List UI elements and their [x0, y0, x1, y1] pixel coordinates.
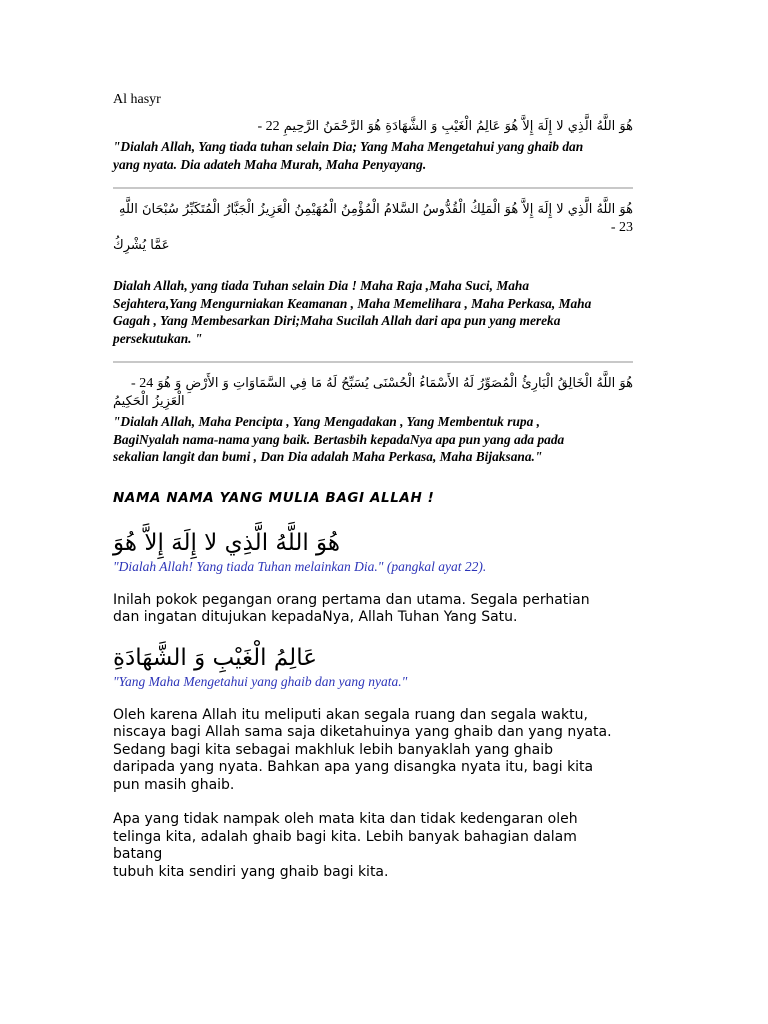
verse-arabic: [113, 375, 633, 393]
verse-number: 22 -: [257, 119, 280, 134]
page-title: Al hasyr: [113, 92, 161, 107]
verse-arabic-text: هُوَ اللَّهُ الْخَالِقُ الْبَارِئُ الْمُصَوِّرُ لَهُ الأَسْمَاءُ الْحُسْنَى يُسَبِّحُ لَهُ مَا فِي السَّمَاوَاتِ وَ الأَرْضِ وَ هُوَ: [157, 376, 633, 391]
verse-arabic: [113, 201, 633, 237]
name-block: [113, 643, 633, 882]
verse-arabic: [113, 118, 633, 136]
document-page: [113, 92, 633, 881]
divider: [113, 361, 633, 363]
paragraph-line: batang: [113, 846, 163, 862]
paragraph-line: pun masih ghaib.: [113, 776, 235, 793]
body-paragraph: [113, 811, 633, 881]
translation-line: Gagah , Yang Membesarkan Diri;Maha Sucilah Allah dari apa pun yang mereka: [113, 313, 561, 328]
paragraph-line: niscaya bagi Allah sama saja diketahuinya yang ghaib dan yang nyata.: [113, 724, 612, 740]
paragraph-line: telinga kita, adalah ghaib bagi kita. Lebih banyak bahagian dalam: [113, 828, 577, 845]
translation-line: Sejahtera,Yang Mengurniakan Keamanan , Maha Memelihara , Maha Perkasa, Maha: [113, 295, 592, 311]
verse-24: [113, 375, 633, 466]
section-heading: NAMA NAMA YANG MULIA BAGI ALLAH !: [113, 489, 435, 506]
verse-22: [113, 118, 633, 173]
verse-arabic-text: هُوَ اللَّهُ الَّذِي لا إِلَهَ إِلاَّ هُوَ الْمَلِكُ الْقُدُّوسُ السَّلامُ الْمُؤْمِنُ الْمُهَيْمِنُ الْعَزِيزُ الْجَبَّارُ الْمُتَكَبِّرُ سُبْحَانَ اللَّهِ: [119, 202, 633, 217]
translation-line: "Dialah Allah, Yang tiada tuhan selain Dia; Yang Maha Mengetahui yang ghaib dan: [113, 139, 584, 154]
translation-line: yang nyata. Dia adateh Maha Murah, Maha Penyayang.: [113, 156, 427, 172]
paragraph-line: Oleh karena Allah itu meliputi akan segala ruang dan segala waktu,: [113, 706, 588, 723]
divider: [113, 187, 633, 189]
verse-arabic-text: هُوَ اللَّهُ الَّذِي لا إِلَهَ إِلاَّ هُوَ عَالِمُ الْغَيْبِ وَ الشَّهَادَةِ هُوَ الرَّحْمَنُ الرَّحِيمِ: [283, 119, 633, 134]
name-quote: "Dialah Allah! Yang tiada Tuhan melainkan Dia." (pangkal ayat 22).: [113, 558, 487, 574]
verse-translation: [113, 277, 633, 347]
name-quote: "Yang Maha Mengetahui yang ghaib dan yang nyata.": [113, 673, 408, 689]
translation-line: persekutukan. ": [113, 330, 203, 346]
translation-line: sekalian langit dan bumi , Dan Dia adalah Maha Perkasa, Maha Bijaksana.": [113, 449, 543, 464]
translation-line: "Dialah Allah, Maha Pencipta , Yang Mengadakan , Yang Membentuk rupa ,: [113, 414, 540, 429]
verse-arabic-continuation: عَمَّا يُشْرِكُ: [113, 238, 170, 253]
verse-translation: [113, 138, 633, 173]
translation-line: Dialah Allah, yang tiada Tuhan selain Dia ! Maha Raja ,Maha Suci, Maha: [113, 278, 530, 293]
body-paragraph: [113, 592, 633, 627]
verse-number: 23 -: [610, 220, 633, 235]
paragraph-line: Sedang bagi kita sebagai makhluk lebih banyaklah yang ghaib: [113, 741, 553, 758]
name-arabic: عَالِمُ الْغَيْبِ وَ الشَّهَادَةِ: [113, 644, 317, 671]
translation-line: BagiNyalah nama-nama yang baik. Bertasbih kepadaNya apa pun yang ada pada: [113, 431, 565, 447]
paragraph-line: daripada yang nyata. Bahkan apa yang disangka nyata itu, bagi kita: [113, 759, 594, 775]
paragraph-line: tubuh kita sendiri yang ghaib bagi kita.: [113, 863, 389, 880]
paragraph-line: Apa yang tidak nampak oleh mata kita dan tidak kedengaran oleh: [113, 811, 578, 827]
name-arabic: هُوَ اللَّهُ الَّذِي لا إِلَهَ إِلاَّ هُوَ: [113, 529, 341, 556]
verse-translation: [113, 413, 633, 466]
verse-number: 24 -: [131, 376, 154, 391]
body-paragraph: [113, 707, 633, 795]
verse-23: [113, 201, 633, 347]
paragraph-line: dan ingatan ditujukan kepadaNya, Allah Tuhan Yang Satu.: [113, 609, 518, 625]
name-block: [113, 528, 633, 627]
verse-arabic-continuation: الْعَزِيزُ الْحَكِيمُ: [113, 394, 185, 409]
paragraph-line: Inilah pokok pegangan orang pertama dan utama. Segala perhatian: [113, 591, 590, 608]
